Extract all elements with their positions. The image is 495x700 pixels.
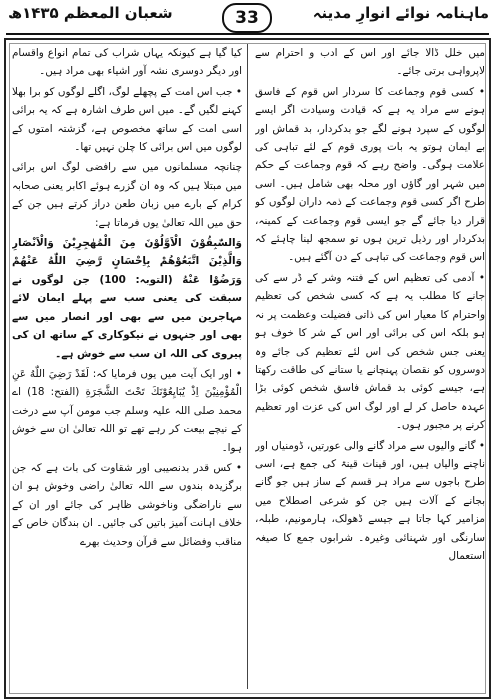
quran-verse-paragraph: وَالسّٰبِقُوْنَ الْاَوَّلُوْنَ مِنَ الْمُهٰجِرِيْنَ وَالْاَنْصَارِ وَالَّذِيْنَ اتَّبَعُوْهُمْ بِاِحْسَانٍ رَّضِيَ اللّٰهُ عَنْهُمْ وَرَضُوْا عَنْهُ (التوبہ: 100) جن لوگوں نے سبقت کی یعنی سب سے پہلے ایمان لائے مہاجرین میں سے بھی اور انصار میں سے بھی اور جنہوں نے نیکوکاری کے ساتھ ان کی پیروی کی اللہ ان سب سے خوش ہے۔ [12, 237, 242, 360]
paragraph: • اور ایک آیت میں یوں فرمایا کہ: لَقَدْ رَضِيَ اللّٰهُ عَنِ الْمُؤْمِنِيْنَ اِذْ يُبَايِعُوْنَكَ تَحْتَ الشَّجَرَةِ (الفتح: 18) اے محمد صلی اللہ علیہ وسلم جب مومن آپ سے درخت کے نیچے بیعت کر رہے تھے تو اللہ تعالیٰ ان سے خوش ہوا۔ [12, 367, 242, 454]
paragraph: • گانے والیوں سے مراد گانے والی عورتیں، ڈومنیاں اور ناچنے والیاں ہیں، اور قینات قینۃ کی جمع ہے، اسی طرح باجوں سے مراد ہر قسم کے ساز ہیں جو گانے بجانے کے آلات ہیں جن کو شرعی اصطلاح میں مزامیر کہا جاتا ہے جیسے ڈھولک، ہارمونیم، طبلہ، سارنگی اور شہنائی وغیرہ۔ شرابوں جمع کا صیغہ استعمال [255, 439, 485, 562]
paragraph: کیا گیا ہے کیونکہ یہاں شراب کی تمام انواع واقسام اور دیگر دوسری نشہ آور اشیاء بھی مراد ہیں۔ [12, 47, 242, 78]
left-column [12, 44, 242, 689]
paragraph: • آدمی کی تعظیم اس کے فتنہ وشر کے ڈر سے کی جانے کا مطلب یہ ہے کہ کسی شخص کی تعظیم واحترام کا معیار اس کی ذاتی فضیلت وعظمت پر نہ ہو بلکہ اس کی برائی اور اس کے شر کا خوف ہو یعنی جس شخص کی اس لئے تعظیم کی جائے وہ دوسروں کو نقصان پہنچانے یا ستانے کی طاقت رکھتا ہے، جیسے کوئی بد قماش فاسق شخص کوئی بڑا عہدہ حاصل کر لے اور لوگ اس کی عزت اور تعظیم کرنے پر مجبور ہوں۔ [255, 271, 485, 432]
paragraph: • کسی قوم وجماعت کا سردار اس قوم کے فاسق ہونے سے مراد یہ ہے کہ قیادت وسیادت اگر ایسے لوگوں کے سپرد ہونے لگے جو بدکردار، بد قماش اور بے ایمان ہوتو یہ بات پوری قوم کے لئے تباہی کی علامت ہوگی۔ واضح رہے کہ قوم وجماعت کے حکم میں شہر اور گاؤں اور محلہ بھی شامل ہیں۔ اسی طرح اگر کسی قوم وجماعت کے ذمہ داران لوگوں کو قرار دیا جائے گے جو ایسی قوم وجماعت کے کمینہ، بدکردار اور رذیل ترین ہوں تو سمجھ لینا چاہئے کہ اس قوم وجماعت کی تباہی کے دن آگئے ہیں۔ [255, 85, 485, 264]
column-divider [247, 44, 248, 689]
paragraph: • کس قدر بدنصیبی اور شقاوت کی بات ہے کہ جن برگزیدہ بندوں سے اللہ تعالیٰ راضی وخوش ہو ان سے ناراضگی وناخوشی ظاہر کی جائے اور ان کے خلاف اہانت آمیز باتیں کی جائیں۔ ان بندگان خاص کے مناقب وفضائل سے قرآن وحدیث بھرے [12, 461, 242, 548]
page-number: 33 [222, 3, 272, 33]
paragraph: • جب اس امت کے پچھلے لوگ، اگلے لوگوں کو برا بھلا کہنے لگیں گے۔ میں اس طرف اشارہ ہے کہ یہ برائی اسی امت کے ساتھ مخصوص ہے، گزشتہ امتوں کے لوگوں میں اس برائی کا چلن نہیں تھا۔ [12, 85, 242, 154]
paragraph: میں خلل ڈالا جائے اور اس کے ادب و احترام سے لاپرواہی برتی جائے۔ [255, 47, 485, 78]
paragraph: چنانچہ مسلمانوں میں سے رافضی لوگ اس برائی میں مبتلا ہیں کہ وہ ان گزرے ہوئے اکابر یعنی صحابہ کرام کے بارے میں زبان طعن دراز کرتے ہیں جن کے حق میں اللہ تعالیٰ یوں فرماتا ہے: [12, 161, 242, 229]
header-rule [6, 33, 489, 35]
right-column [255, 44, 485, 689]
magazine-title: ماہنامہ نوائے انوارِ مدینہ [312, 4, 489, 22]
issue-date: شعبان المعظم ۱۴۳۵ھ [8, 4, 173, 22]
